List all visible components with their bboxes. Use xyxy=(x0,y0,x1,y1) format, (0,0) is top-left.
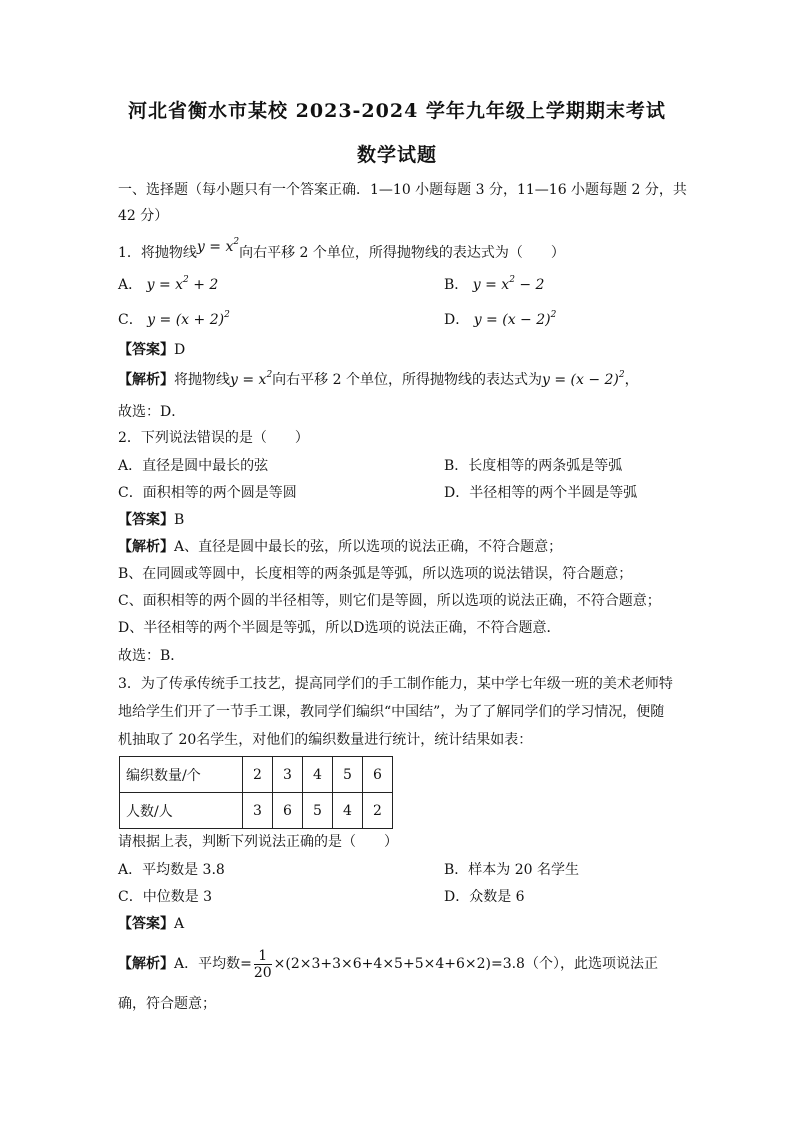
table-cell: 2 xyxy=(243,757,273,793)
q2-option-a: A．直径是圆中最长的弦 xyxy=(118,458,269,474)
fraction-numerator: 1 xyxy=(254,948,272,965)
answer-tag: 【答案】 xyxy=(118,916,174,932)
q3-stem-line-3: 机抽取了 20名学生，对他们的编织数量进行统计，统计结果如表： xyxy=(118,732,533,748)
q1-stem-prefix: 1．将抛物线 xyxy=(118,245,197,261)
q1-conclusion: 故选：D． xyxy=(118,404,186,420)
q1-stem xyxy=(118,237,688,263)
q1-option-a-formula: $y = x^2 + 2$ xyxy=(146,275,219,293)
q3-option-a: A．平均数是 3.8 xyxy=(118,862,225,878)
q1-analysis-prefix: 将抛物线 xyxy=(174,372,230,388)
q1-answer xyxy=(118,340,688,360)
q3-option-c: C．中位数是 3 xyxy=(118,889,213,905)
table-cell: 5 xyxy=(303,793,333,829)
q3-stem-line-1: 3．为了传承传统手工技艺，提高同学们的手工制作能力，某中学七年级一班的美术老师特 xyxy=(118,676,673,692)
q2-stem: 2．下列说法错误的是（ ） xyxy=(118,430,309,446)
q2-option-b: B．长度相等的两条弧是等弧 xyxy=(444,458,623,474)
q2-option-d: D．半径相等的两个半圆是等弧 xyxy=(444,485,638,501)
q1-option-b-label: B． xyxy=(444,277,469,293)
table-cell: 5 xyxy=(333,757,363,793)
stats-table xyxy=(119,756,393,829)
fraction-denominator: 20 xyxy=(253,964,272,981)
q3-analysis-line-2: 确，符合题意； xyxy=(118,996,216,1012)
analysis-tag: 【解析】 xyxy=(118,956,174,972)
q1-answer-value: D xyxy=(174,342,186,358)
q1-option-d-formula: $y = (x - 2)^2$ xyxy=(473,310,557,328)
q1-analysis: 【解析】将抛物线$y = x^2$向右平移 2 个单位，所得抛物线的表达式为$y = (x - 2)^2$， xyxy=(118,370,639,388)
q1-option-b-formula: $y = x^2 - 2$ xyxy=(472,275,545,293)
q1-option-c-formula: $y = (x + 2)^2$ xyxy=(147,310,230,328)
analysis-tag: 【解析】 xyxy=(118,372,174,388)
q3-stem-line-2: 地给学生们开了一节手工课，教同学们编织“中国结”，为了了解同学们的学习情况，便随 xyxy=(118,704,665,720)
q2-conclusion: 故选：B． xyxy=(118,648,185,664)
q1-option-b xyxy=(444,275,544,295)
q3-question: 请根据上表，判断下列说法正确的是（ ） xyxy=(118,834,398,850)
q1-option-a-label: A． xyxy=(118,277,143,293)
table-header-cell: 编织数量/个 xyxy=(120,757,243,793)
q1-stem-suffix: 向右平移 2 个单位，所得抛物线的表达式为（ ） xyxy=(239,245,565,261)
fraction xyxy=(254,948,272,981)
table-cell: 6 xyxy=(363,757,393,793)
q2-analysis-line-1 xyxy=(118,537,688,557)
q1-option-d-label: D． xyxy=(444,312,470,328)
table-header-cell: 人数/人 xyxy=(120,793,243,829)
q1-option-c xyxy=(118,310,230,330)
q2-analysis-line-4: D、半径相等的两个半圆是等弧，所以D选项的说法正确，不符合题意． xyxy=(118,620,561,636)
q3-answer xyxy=(118,914,688,934)
q1-analysis-mid: 向右平移 2 个单位，所得抛物线的表达式为 xyxy=(272,372,542,388)
table-cell: 2 xyxy=(363,793,393,829)
q1-analysis-formula-2: $y = (x - 2)^2$ xyxy=(541,370,625,388)
q3-option-d: D．众数是 6 xyxy=(444,889,525,905)
q3-analysis-line-1 xyxy=(118,946,688,982)
table-cell: 4 xyxy=(303,757,333,793)
q2-analysis-line-2: B、在同圆或等圆中，长度相等的两条弧是等弧，所以选项的说法错误，符合题意； xyxy=(118,566,633,582)
q1-option-c-label: C． xyxy=(118,312,143,328)
table-cell: 4 xyxy=(333,793,363,829)
answer-tag: 【答案】 xyxy=(118,512,174,528)
q1-option-d xyxy=(444,310,556,330)
table-row xyxy=(120,757,393,793)
document-title: 河北省衡水市某校 2023-2024 学年九年级上学期期末考试 xyxy=(128,100,666,122)
section-heading: 一、选择题（每小题只有一个答案正确．1—10 小题每题 3 分，11—16 小题每题 2 分，共 xyxy=(118,182,687,198)
table-cell: 3 xyxy=(243,793,273,829)
q1-analysis-formula-1: $y = x^2$ xyxy=(230,370,273,388)
document-subtitle: 数学试题 xyxy=(356,144,437,166)
table-cell: 3 xyxy=(273,757,303,793)
q1-formula-y-x2: $y = x^2$ xyxy=(196,237,240,255)
q2-analysis-line-3: C、面积相等的两个圆的半径相等，则它们是等圆，所以选项的说法正确，不符合题意； xyxy=(118,593,661,609)
table-row xyxy=(120,793,393,829)
table-cell: 6 xyxy=(273,793,303,829)
q2-analysis-text-1: A、直径是圆中最长的弦，所以选项的说法正确，不符合题意； xyxy=(174,539,563,555)
answer-tag: 【答案】 xyxy=(118,342,174,358)
q3-analysis-prefix: A．平均数= xyxy=(174,956,252,972)
q3-option-b: B．样本为 20 名学生 xyxy=(444,862,580,878)
q3-analysis-expression: ×(2×3+3×6+4×5+5×4+6×2)=3.8（个），此选项说法正 xyxy=(273,956,658,972)
q3-answer-value: A xyxy=(174,916,185,932)
q2-answer xyxy=(118,510,688,530)
analysis-tag: 【解析】 xyxy=(118,539,174,555)
q2-answer-value: B xyxy=(174,512,185,528)
section-heading-cont: 42 分） xyxy=(118,208,169,224)
q1-option-a xyxy=(118,275,218,295)
q2-option-c: C．面积相等的两个圆是等圆 xyxy=(118,485,297,501)
